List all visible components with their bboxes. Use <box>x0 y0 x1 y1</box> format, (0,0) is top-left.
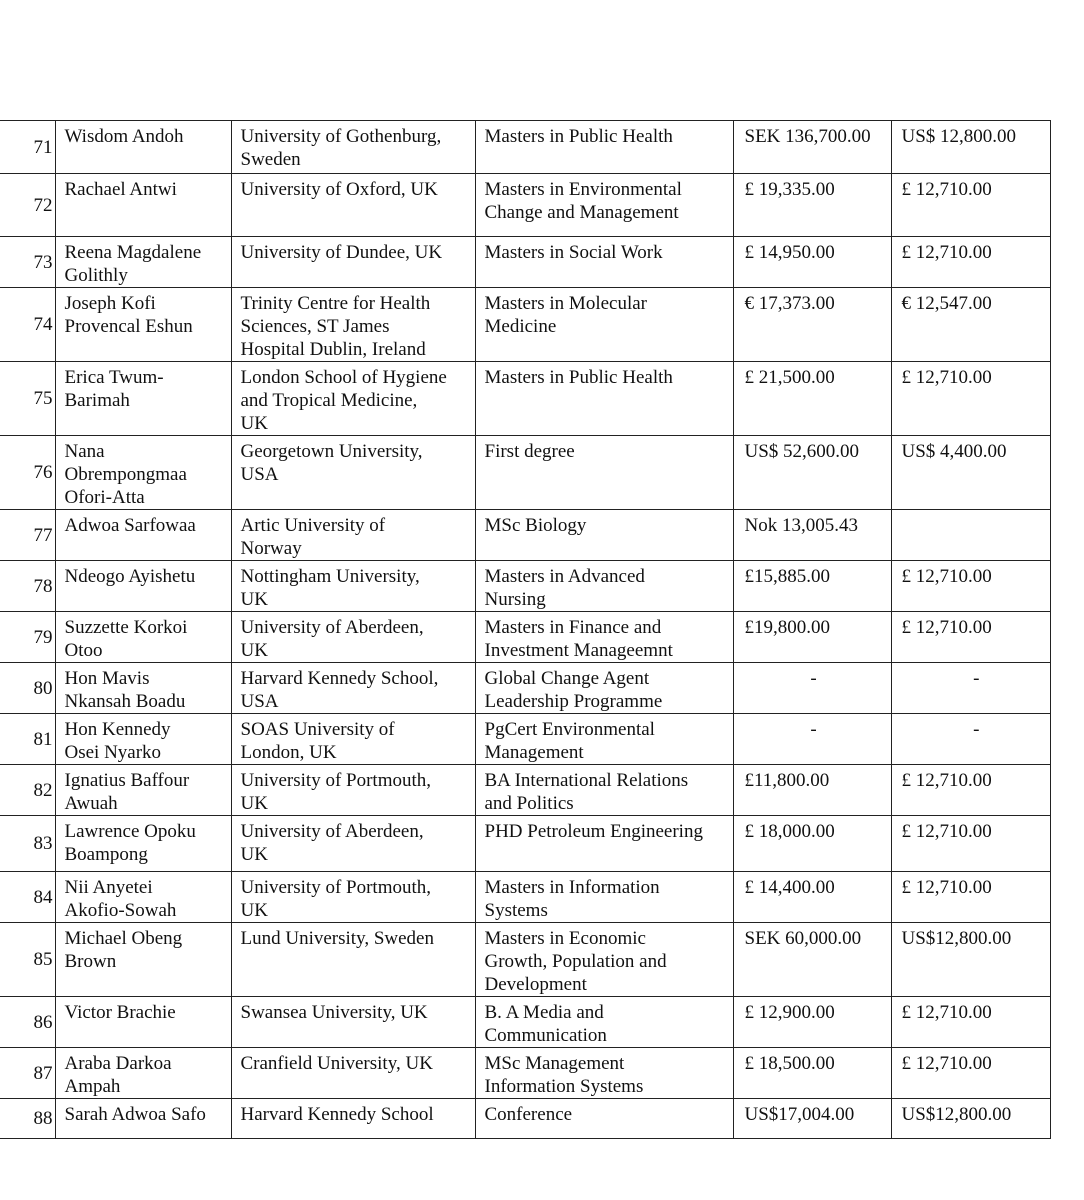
table-row <box>0 816 1050 872</box>
tuition-fees: £11,800.00 <box>733 765 891 816</box>
university: University of Aberdeen, UK <box>231 612 475 663</box>
university: Cranfield University, UK <box>231 1048 475 1099</box>
tuition-fees: US$ 52,600.00 <box>733 436 891 510</box>
tuition-fees: £ 21,500.00 <box>733 362 891 436</box>
programme: Masters in Advanced Nursing <box>475 561 733 612</box>
row-number: 86 <box>0 997 55 1048</box>
table-row <box>0 872 1050 923</box>
allowance: £ 12,710.00 <box>891 237 1050 288</box>
tuition-fees: US$17,004.00 <box>733 1099 891 1139</box>
university: Artic University of Norway <box>231 510 475 561</box>
row-number: 73 <box>0 237 55 288</box>
recipient-name: Victor Brachie <box>55 997 231 1048</box>
programme: Masters in Public Health <box>475 121 733 174</box>
recipient-name: Hon Mavis Nkansah Boadu <box>55 663 231 714</box>
tuition-fees: SEK 136,700.00 <box>733 121 891 174</box>
programme: MSc Biology <box>475 510 733 561</box>
university: University of Gothenburg, Sweden <box>231 121 475 174</box>
recipient-name: Nana Obrempongmaa Ofori-Atta <box>55 436 231 510</box>
university: London School of Hygiene and Tropical Medicine, UK <box>231 362 475 436</box>
tuition-fees: £ 14,950.00 <box>733 237 891 288</box>
allowance: US$ 4,400.00 <box>891 436 1050 510</box>
table-row <box>0 923 1050 997</box>
row-number: 77 <box>0 510 55 561</box>
allowance: £ 12,710.00 <box>891 362 1050 436</box>
table-row <box>0 1099 1050 1139</box>
programme: Conference <box>475 1099 733 1139</box>
row-number: 75 <box>0 362 55 436</box>
table-row <box>0 1048 1050 1099</box>
recipient-name: Michael Obeng Brown <box>55 923 231 997</box>
row-number: 82 <box>0 765 55 816</box>
row-number: 87 <box>0 1048 55 1099</box>
tuition-fees: Nok 13,005.43 <box>733 510 891 561</box>
tuition-fees: £ 18,500.00 <box>733 1048 891 1099</box>
university: University of Portmouth, UK <box>231 872 475 923</box>
table-row <box>0 121 1050 174</box>
programme: Masters in Economic Growth, Population and Development <box>475 923 733 997</box>
tuition-fees: £ 18,000.00 <box>733 816 891 872</box>
university: University of Portmouth, UK <box>231 765 475 816</box>
university: University of Dundee, UK <box>231 237 475 288</box>
scholarship-sheet <box>0 120 1050 1139</box>
programme: Masters in Finance and Investment Manageemnt <box>475 612 733 663</box>
university: Harvard Kennedy School, USA <box>231 663 475 714</box>
recipient-name: Suzzette Korkoi Otoo <box>55 612 231 663</box>
university: University of Oxford, UK <box>231 174 475 237</box>
recipient-name: Ignatius Baffour Awuah <box>55 765 231 816</box>
allowance: € 12,547.00 <box>891 288 1050 362</box>
allowance: US$ 12,800.00 <box>891 121 1050 174</box>
recipient-name: Sarah Adwoa Safo <box>55 1099 231 1139</box>
university: Swansea University, UK <box>231 997 475 1048</box>
table-row <box>0 663 1050 714</box>
tuition-fees: £ 19,335.00 <box>733 174 891 237</box>
tuition-fees: - <box>733 714 891 765</box>
table-row <box>0 561 1050 612</box>
programme: Masters in Environmental Change and Management <box>475 174 733 237</box>
row-number: 85 <box>0 923 55 997</box>
recipient-name: Lawrence Opoku Boampong <box>55 816 231 872</box>
tuition-fees: € 17,373.00 <box>733 288 891 362</box>
allowance: US$12,800.00 <box>891 923 1050 997</box>
tuition-fees: - <box>733 663 891 714</box>
table-row <box>0 436 1050 510</box>
recipient-name: Araba Darkoa Ampah <box>55 1048 231 1099</box>
row-number: 81 <box>0 714 55 765</box>
programme: BA International Relations and Politics <box>475 765 733 816</box>
allowance: £ 12,710.00 <box>891 174 1050 237</box>
university: Georgetown University, USA <box>231 436 475 510</box>
table-row <box>0 765 1050 816</box>
allowance <box>891 510 1050 561</box>
table-row <box>0 362 1050 436</box>
table-row <box>0 237 1050 288</box>
table-row <box>0 288 1050 362</box>
university: Trinity Centre for Health Sciences, ST James Hospital Dublin, Ireland <box>231 288 475 362</box>
tuition-fees: £19,800.00 <box>733 612 891 663</box>
row-number: 80 <box>0 663 55 714</box>
programme: MSc Management Information Systems <box>475 1048 733 1099</box>
row-number: 83 <box>0 816 55 872</box>
recipient-name: Hon Kennedy Osei Nyarko <box>55 714 231 765</box>
row-number: 71 <box>0 121 55 174</box>
row-number: 72 <box>0 174 55 237</box>
allowance: £ 12,710.00 <box>891 612 1050 663</box>
row-number: 79 <box>0 612 55 663</box>
programme: Masters in Public Health <box>475 362 733 436</box>
university: University of Aberdeen, UK <box>231 816 475 872</box>
programme: First degree <box>475 436 733 510</box>
recipient-name: Erica Twum- Barimah <box>55 362 231 436</box>
recipient-name: Ndeogo Ayishetu <box>55 561 231 612</box>
row-number: 78 <box>0 561 55 612</box>
row-number: 76 <box>0 436 55 510</box>
allowance: £ 12,710.00 <box>891 872 1050 923</box>
programme: Masters in Social Work <box>475 237 733 288</box>
allowance: £ 12,710.00 <box>891 561 1050 612</box>
row-number: 84 <box>0 872 55 923</box>
allowance: US$12,800.00 <box>891 1099 1050 1139</box>
programme: PgCert Environmental Management <box>475 714 733 765</box>
university: Harvard Kennedy School <box>231 1099 475 1139</box>
table-row <box>0 612 1050 663</box>
recipient-name: Reena Magdalene Golithly <box>55 237 231 288</box>
tuition-fees: £ 12,900.00 <box>733 997 891 1048</box>
table-body <box>0 121 1050 1139</box>
table-row <box>0 510 1050 561</box>
scholarship-table <box>0 120 1051 1139</box>
programme: B. A Media and Communication <box>475 997 733 1048</box>
table-row <box>0 174 1050 237</box>
row-number: 74 <box>0 288 55 362</box>
tuition-fees: £15,885.00 <box>733 561 891 612</box>
university: Lund University, Sweden <box>231 923 475 997</box>
recipient-name: Nii Anyetei Akofio-Sowah <box>55 872 231 923</box>
programme: Global Change Agent Leadership Programme <box>475 663 733 714</box>
allowance: - <box>891 663 1050 714</box>
programme: Masters in Information Systems <box>475 872 733 923</box>
programme: PHD Petroleum Engineering <box>475 816 733 872</box>
tuition-fees: SEK 60,000.00 <box>733 923 891 997</box>
recipient-name: Wisdom Andoh <box>55 121 231 174</box>
allowance: - <box>891 714 1050 765</box>
university: Nottingham University, UK <box>231 561 475 612</box>
recipient-name: Joseph Kofi Provencal Eshun <box>55 288 231 362</box>
row-number: 88 <box>0 1099 55 1139</box>
tuition-fees: £ 14,400.00 <box>733 872 891 923</box>
recipient-name: Rachael Antwi <box>55 174 231 237</box>
allowance: £ 12,710.00 <box>891 997 1050 1048</box>
table-row <box>0 997 1050 1048</box>
recipient-name: Adwoa Sarfowaa <box>55 510 231 561</box>
allowance: £ 12,710.00 <box>891 765 1050 816</box>
allowance: £ 12,710.00 <box>891 816 1050 872</box>
university: SOAS University of London, UK <box>231 714 475 765</box>
allowance: £ 12,710.00 <box>891 1048 1050 1099</box>
programme: Masters in Molecular Medicine <box>475 288 733 362</box>
table-row <box>0 714 1050 765</box>
